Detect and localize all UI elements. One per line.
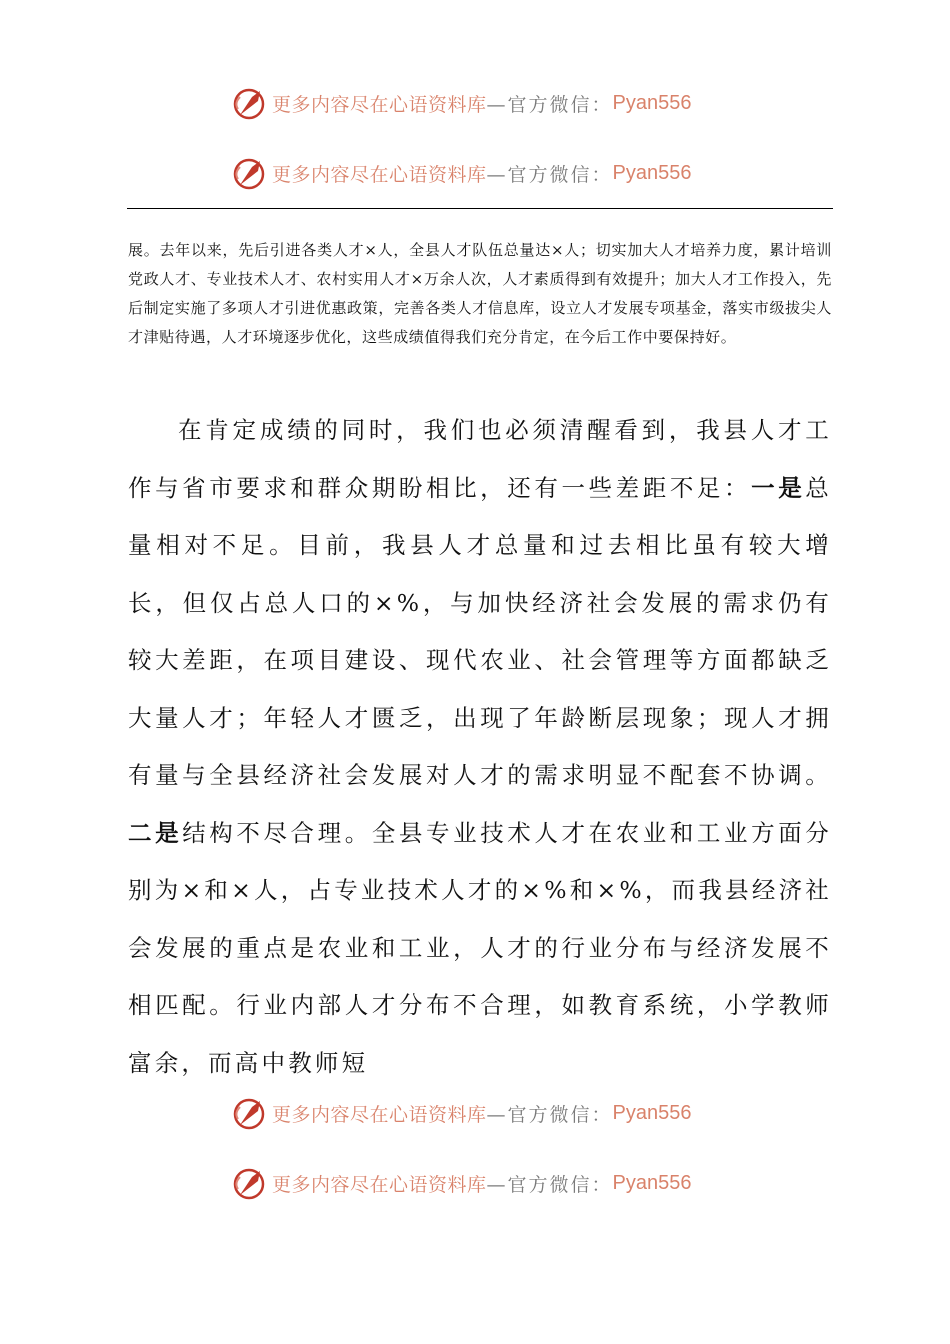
header-watermark-1: [232, 83, 692, 123]
watermark-subtext: —官方微信：: [486, 1173, 613, 1196]
paragraph-text: 总量相对不足。目前，我县人才总量和过去相比虽有较大增长，但仅占总人口的×%，与加快经济社会发展的需求仍有较大差距，在项目建设、现代农业、社会管理等方面都缺乏大量人才；年轻人才匮乏，出现了年龄断层现象；现人才拥有量与全县经济社会发展对人才的需求明显不配套不协调。: [128, 473, 832, 789]
paragraph-text: 结构不尽合理。全县专业技术人才在农业和工业方面分别为×和×人，占专业技术人才的×%和×%，而我县经济社会发展的重点是农业和工业，人才的行业分布与经济发展不相匹配。行业内部人才分布不合理，如教育系统，小学教师富余，而高中教师短: [128, 818, 832, 1077]
watermark-text: 更多内容尽在心语资料库: [272, 93, 487, 116]
header-watermark-2: [232, 153, 692, 193]
watermark-subtext: —官方微信：: [486, 93, 613, 116]
watermark-text: 更多内容尽在心语资料库: [272, 163, 487, 186]
watermark-subtext: —官方微信：: [486, 163, 613, 186]
watermark-id: Pyan556: [612, 1171, 692, 1194]
paragraph-achievements: 展。去年以来，先后引进各类人才×人，全县人才队伍总量达×人；切实加大人才培养力度，累计培训党政人才、专业技术人才、农村实用人才×万余人次，人才素质得到有效提升；加大人才工作投入，先后制定实施了多项人才引进优惠政策，完善各类人才信息库，设立人才发展专项基金，落实市级拔尖人才津贴待遇，人才环境逐步优化，这些成绩值得我们充分肯定，在今后工作中要保持好。: [128, 241, 832, 346]
pen-nib-logo-icon: [232, 85, 268, 121]
watermark-id: Pyan556: [612, 161, 692, 184]
header-divider: [127, 208, 833, 209]
footer-watermark-1: [232, 1093, 692, 1133]
watermark-text: 更多内容尽在心语资料库: [272, 1103, 487, 1126]
paragraph-text: 在肯定成绩的同时，我们也必须清醒看到，我县人才工作与省市要求和群众期盼相比，还有一些差距不足：: [128, 416, 832, 502]
footer-watermark-2: [232, 1163, 692, 1203]
paragraph-shortcomings: [128, 402, 832, 1092]
bold-marker-first: 一是: [751, 473, 806, 502]
watermark-id: Pyan556: [612, 91, 692, 114]
watermark-text: 更多内容尽在心语资料库: [272, 1173, 487, 1196]
pen-nib-logo-icon: [232, 155, 268, 191]
pen-nib-logo-icon: [232, 1095, 268, 1131]
bold-marker-second: 二是: [128, 818, 183, 847]
pen-nib-logo-icon: [232, 1165, 268, 1201]
watermark-subtext: —官方微信：: [486, 1103, 613, 1126]
watermark-id: Pyan556: [612, 1101, 692, 1124]
